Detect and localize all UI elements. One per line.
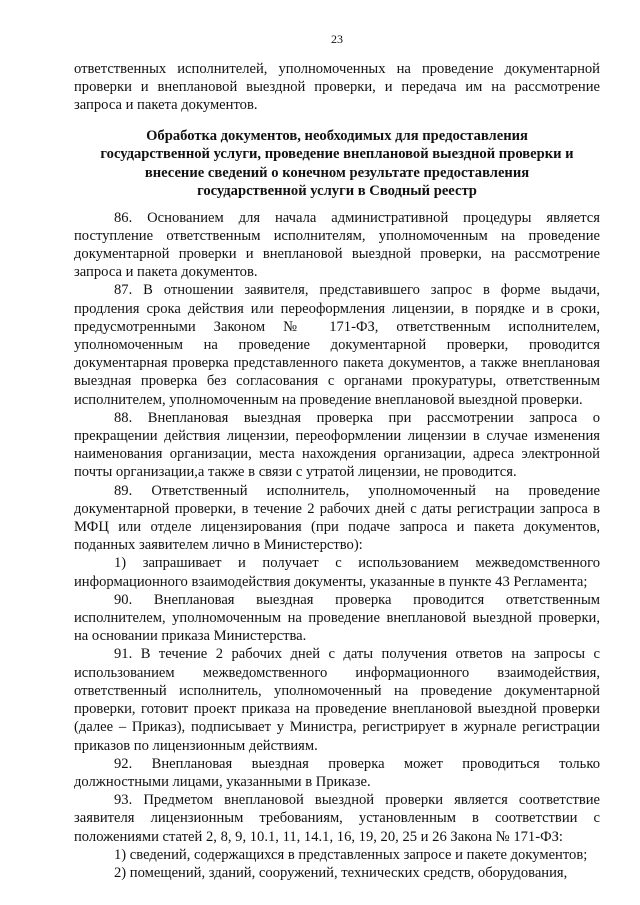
paragraph-89: 89. Ответственный исполнитель, уполномоченный на проведение документарной проверки, в течение 2 рабочих дней с даты регистрации запроса в МФЦ или отделе лицензирования (при подаче запроса и пакета документов, поданных заявителем лично в Министерство):: [74, 482, 600, 554]
paragraph-91: 91. В течение 2 рабочих дней с даты получения ответов на запросы с использованием межведомственного информационного взаимодействия, ответственный исполнитель, уполномоченный на проведение документарной проверки, готовит проект приказа на проведение внеплановой выездной проверки (далее – Приказ), подписывает у Министра, регистрирует в журнале регистрации приказов по лицензионным действиям.: [74, 646, 600, 754]
page-number: 23: [331, 32, 343, 46]
paragraph-87: 87. В отношении заявителя, представившего запрос в форме выдачи, продления срока действия или переоформления лицензии, в порядке и в сроки, предусмотренными Законом № 171-ФЗ, ответственным исполнителем, уполномоченным на проведение документарной проверки, проводится документарная проверка представленного пакета документов, а также внеплановая выездная проверка без согласования с органами прокуратуры, ответственным исполнителем, уполномоченным на проведение внеплановой выездной проверки.: [74, 282, 600, 408]
section-heading: [74, 127, 600, 201]
paragraph-93: 93. Предметом внеплановой выездной проверки является соответствие заявителя лицензионным требованиям, установленным в соответствии с положениями статей 2, 8, 9, 10.1, 11, 14.1, 16, 19, 20, 25 и 26 Закона № 171-ФЗ:: [74, 792, 600, 845]
paragraph-88: 88. Внеплановая выездная проверка при рассмотрении запроса о прекращении действия лицензии, переоформлении лицензии в случае изменения наименования организации, места нахождения организации, адреса электронной почты организации,а также в связи с утратой лицензии, не проводится.: [74, 409, 600, 481]
paragraph-92: 92. Внеплановая выездная проверка может проводиться только должностными лицами, указанными в Приказе.: [74, 755, 600, 790]
paragraph-89-item-1: 1) запрашивает и получает с использованием межведомственного информационного взаимодействия документы, указанные в пункте 43 Регламента;: [74, 555, 600, 590]
paragraph-93-item-2: 2) помещений, зданий, сооружений, технических средств, оборудования,: [114, 864, 568, 881]
intro-paragraph: ответственных исполнителей, уполномоченных на проведение документарной проверки и внеплановой выездной проверки, и передача им на рассмотрение запроса и пакета документов.: [74, 61, 600, 114]
heading-line: государственной услуги в Сводный реестр: [197, 183, 477, 200]
paragraph-90: 90. Внеплановая выездная проверка проводится ответственным исполнителем, уполномоченным на проведение внеплановой выездной проверки, на основании приказа Министерства.: [74, 591, 600, 645]
heading-line: Обработка документов, необходимых для предоставления: [146, 127, 528, 144]
heading-line: государственной услуги, проведение внеплановой выездной проверки и: [100, 146, 574, 163]
heading-line: внесение сведений о конечном результате предоставления: [144, 164, 530, 181]
paragraph-93-item-1: 1) сведений, содержащихся в представленных запросе и пакете документов;: [114, 846, 588, 863]
paragraph-86: 86. Основанием для начала административной процедуры является поступление ответственным исполнителям, уполномоченным на проведение документарной проверки и внеплановой выездной проверки, на рассмотрение запроса и пакета документов.: [74, 209, 600, 281]
